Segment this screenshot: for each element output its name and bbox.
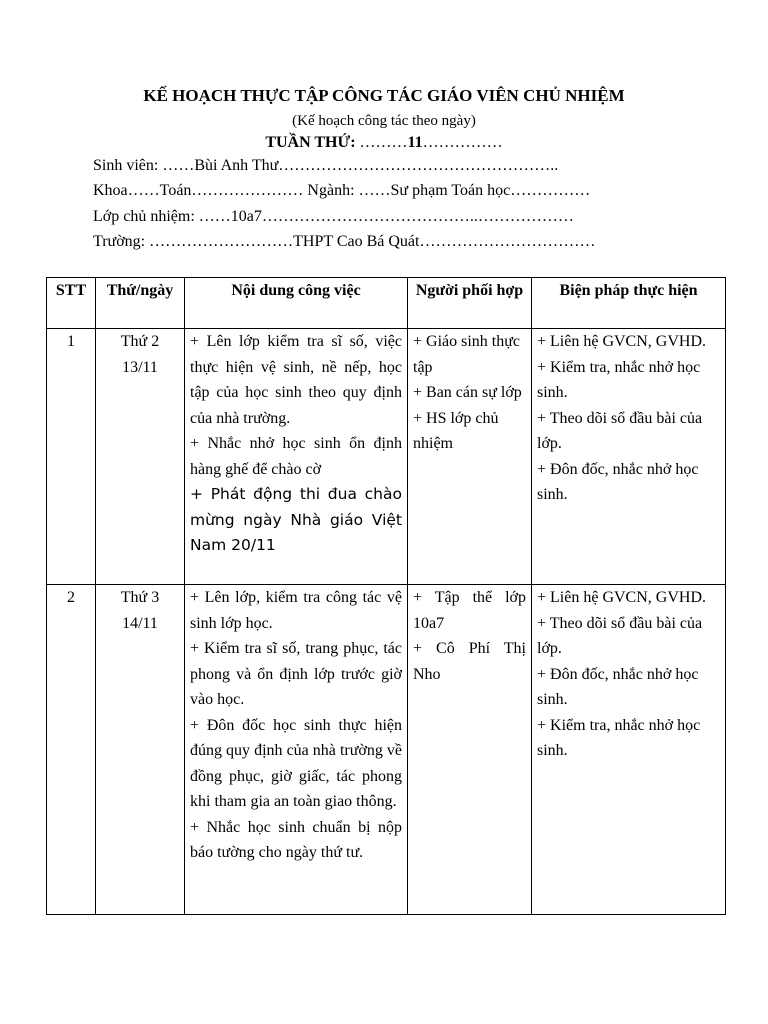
cell-stt: 2 xyxy=(47,585,96,915)
cell-day xyxy=(96,329,185,585)
content-item: + Đôn đốc học sinh thực hiện đúng quy định của nhà trường về đồng phục, giờ giấc, tác phong khi tham gia an toàn giao thông. xyxy=(190,716,402,810)
week-line xyxy=(0,134,768,152)
measure-item: + Theo dõi sổ đầu bài của lớp. xyxy=(537,614,703,657)
measure-item: + Theo dõi sổ đầu bài của lớp. xyxy=(537,409,703,452)
cell-partners xyxy=(408,585,532,915)
school-line: Trường: ………………………THPT Cao Bá Quát…………………………… xyxy=(93,233,596,250)
cell-measures xyxy=(532,585,726,915)
header-content: Nội dung công việc xyxy=(185,278,408,329)
week-label: TUẦN THỨ: xyxy=(265,134,356,151)
day-date: 13/11 xyxy=(122,358,158,376)
day-date: 14/11 xyxy=(122,614,158,632)
partner-item: + Tập thể lớp 10a7 xyxy=(413,589,526,632)
cell-partners xyxy=(408,329,532,585)
header-day: Thứ/ngày xyxy=(96,278,185,329)
table-row xyxy=(47,585,726,915)
cell-content xyxy=(185,329,408,585)
table-header-row xyxy=(47,278,726,329)
table-row xyxy=(47,329,726,585)
cell-stt: 1 xyxy=(47,329,96,585)
day-name: Thứ 2 xyxy=(120,333,160,350)
content-item: + Kiểm tra sĩ số, trang phục, tác phong và ổn định lớp trước giờ vào học. xyxy=(190,640,402,708)
week-number: 11 xyxy=(407,134,423,151)
partner-item: + Giáo sinh thực tập xyxy=(413,333,521,376)
partner-item: + Cô Phí Thị Nho xyxy=(413,640,526,683)
measure-item: + Kiểm tra, nhắc nhở học sinh. xyxy=(537,716,701,759)
content-item: + Nhắc nhở học sinh ổn định hàng ghế để chào cờ xyxy=(190,435,402,478)
week-prefix-dots: ……… xyxy=(355,134,408,151)
header-measures: Biện pháp thực hiện xyxy=(532,278,726,329)
measure-item: + Đôn đốc, nhắc nhở học sinh. xyxy=(537,460,699,503)
partner-item: + HS lớp chủ nhiệm xyxy=(413,409,499,452)
week-suffix-dots: …………… xyxy=(422,134,503,151)
measure-item: + Đôn đốc, nhắc nhở học sinh. xyxy=(537,665,699,708)
student-line: Sinh viên: ……Bùi Anh Thư…………………………………………….. xyxy=(93,157,559,174)
plan-table xyxy=(46,277,726,915)
cell-measures xyxy=(532,329,726,585)
cell-content xyxy=(185,585,408,915)
header-stt: STT xyxy=(47,278,96,329)
measure-item: + Liên hệ GVCN, GVHD. xyxy=(537,589,706,606)
cell-day xyxy=(96,585,185,915)
content-item: + Lên lớp kiểm tra sĩ số, việc thực hiện vệ sinh, nề nếp, học tập của học sinh theo quy định của nhà trường. xyxy=(190,333,402,427)
content-item: + Lên lớp, kiểm tra công tác vệ sinh lớp học. xyxy=(190,589,402,632)
content-item: + Nhắc học sinh chuẩn bị nộp báo tường cho ngày thứ tư. xyxy=(190,818,402,861)
document-subtitle: (Kế hoạch công tác theo ngày) xyxy=(292,113,476,129)
content-item: + Phát động thi đua chào mừng ngày Nhà giáo Việt Nam 20/11 xyxy=(190,485,402,554)
measure-item: + Liên hệ GVCN, GVHD. xyxy=(537,333,706,350)
document-title: KẾ HOẠCH THỰC TẬP CÔNG TÁC GIÁO VIÊN CHỦ NHIỆM xyxy=(143,86,625,105)
header-partners: Người phối hợp xyxy=(408,278,532,329)
measure-item: + Kiểm tra, nhắc nhở học sinh. xyxy=(537,358,701,401)
class-line: Lớp chủ nhiệm: ……10a7…………………………………..……………… xyxy=(93,208,574,225)
faculty-line: Khoa……Toán………………… Ngành: ……Sư phạm Toán học…………… xyxy=(93,182,591,199)
day-name: Thứ 3 xyxy=(120,589,160,606)
partner-item: + Ban cán sự lớp xyxy=(413,384,522,401)
